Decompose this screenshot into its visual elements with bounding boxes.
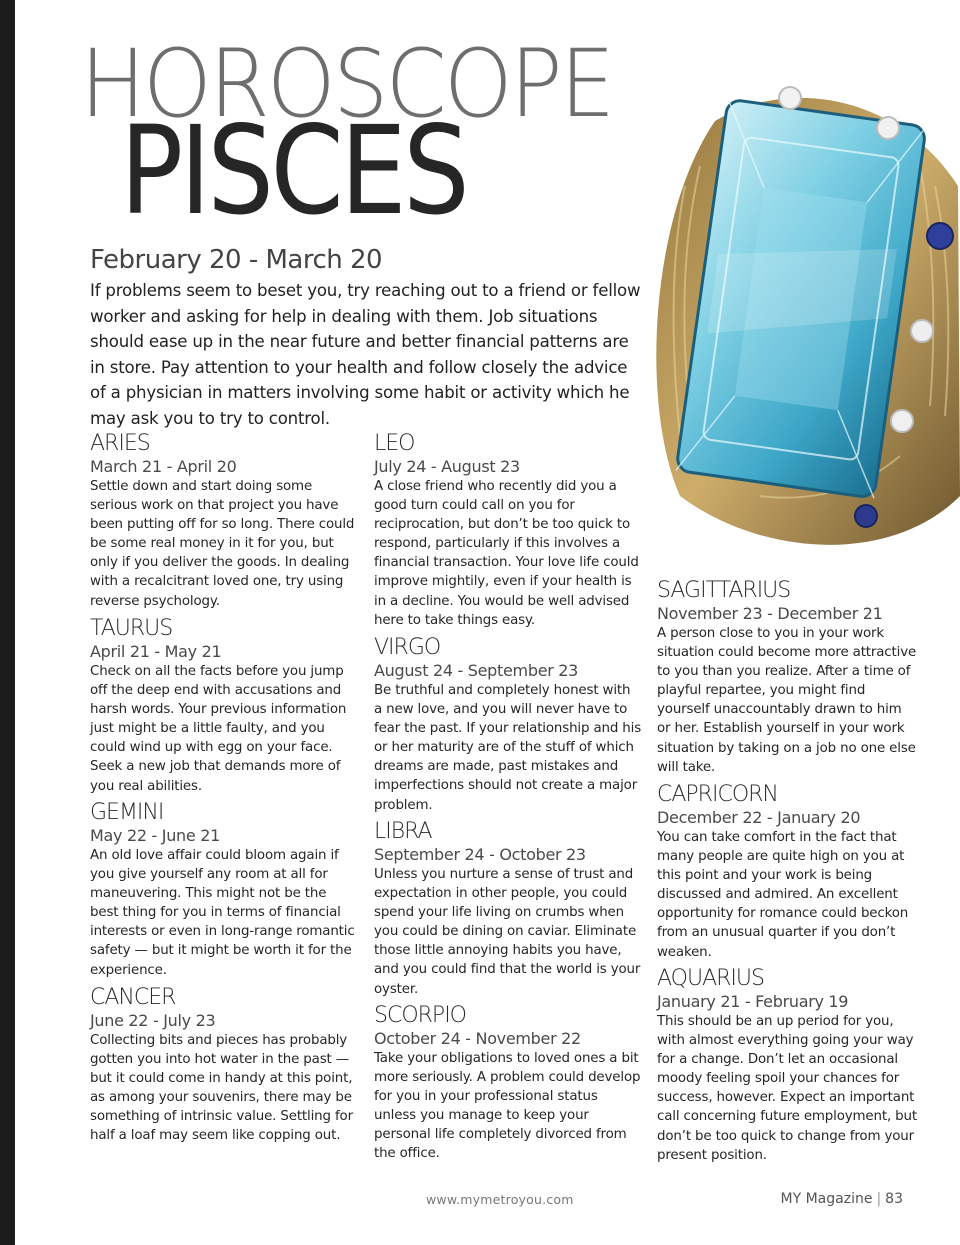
page-number: 83 (885, 1191, 903, 1207)
sign-text: Unless you nurture a sense of trust and expectation in other people, you could spend your life living on crumbs when you could be dining on caviar. Eliminate those little annoying habits you have, and you could find that the world is your oyster. (374, 867, 641, 997)
sign-text: Collecting bits and pieces has probably gotten you into hot water in the past — but it could come in handy at this point, as among your souvenirs, there may be something of intrinsic value. Settling for half a loaf may seem like copping out. (90, 1033, 353, 1144)
page-title-sign: PISCES (120, 100, 467, 242)
sign-dates: December 22 - January 20 (657, 808, 861, 827)
sign-text: Be truthful and completely honest with a new love, and you will never have to fear the past. If your relationship and his or her maturity are of the stuff of which dreams are made, past mistakes and imperfections should not create a major problem. (374, 683, 642, 813)
sign-dates: August 24 - September 23 (374, 661, 579, 680)
sign-virgo (374, 635, 642, 815)
aquamarine-ring-image (640, 76, 960, 576)
sign-name: SCORPIO (374, 1003, 466, 1028)
sign-name: SAGITTARIUS (657, 578, 791, 603)
sign-taurus (90, 616, 358, 796)
sign-name: ARIES (90, 431, 150, 456)
sign-text: You can take comfort in the fact that many people are quite high on you at this point and your work is being discussed and admired. An excellent opportunity for romance could beckon from an unusual quarter if you don’t weaken. (657, 830, 909, 960)
sign-name: GEMINI (90, 800, 164, 825)
footer-separator: | (876, 1191, 882, 1207)
footer-magazine (781, 1191, 903, 1207)
sign-libra (374, 819, 642, 999)
sign-dates: January 21 - February 19 (657, 992, 849, 1011)
sign-aquarius (657, 966, 917, 1165)
sign-dates: April 21 - May 21 (90, 642, 222, 661)
magazine-name: MY Magazine (780, 1191, 873, 1207)
sign-name: LIBRA (374, 819, 432, 844)
sign-name: TAURUS (90, 616, 173, 641)
sign-capricorn (657, 782, 917, 962)
sign-text: Check on all the facts before you jump off the deep end with accusations and harsh words. Your previous information just might be a little faulty, and you could wind up with egg on your face. Seek a new job that demands more of you real abilities. (90, 664, 347, 794)
sign-name: AQUARIUS (657, 966, 764, 991)
sign-dates: May 22 - June 21 (90, 826, 220, 845)
featured-intro-text: If problems seem to beset you, try reaching out to a friend or fellow worker and asking for help in dealing with them. Job situations should ease up in the near future and better financial patterns are in store. Pay attention to your health and follow closely the advice of a physician in matters involving some habit or activity which he may ask you to try to control. (90, 281, 641, 428)
sign-text: An old love affair could bloom again if you give yourself any room at all for maneuvering. This might not be the best thing for you in terms of financial interests or even in long-range romantic safety — but it might be worth it for the experience. (90, 848, 355, 978)
sign-sagittarius (657, 578, 917, 777)
page-edge-bar (0, 0, 15, 1245)
sign-text: Take your obligations to loved ones a bit more seriously. A problem could develop for you in your professional status unless you manage to keep your personal life completely divorced from the office. (374, 1051, 641, 1162)
sign-dates: June 22 - July 23 (90, 1011, 216, 1030)
page-title-horoscope: HOROSCOPE (80, 30, 613, 139)
footer-url: www.mymetroyou.com (426, 1192, 574, 1207)
sign-name: VIRGO (374, 635, 441, 660)
sign-text: Settle down and start doing some serious work on that project you have been putting off for so long. There could be some real money in it for you, but only if you deliver the goods. In dealing with a recalcitrant loved one, try using reverse psychology. (90, 479, 355, 609)
sign-name: LEO (374, 431, 415, 456)
sign-dates: October 24 - November 22 (374, 1029, 581, 1048)
sign-aries (90, 431, 358, 611)
sign-text: This should be an up period for you, with almost everything going your way for a change. Don’t let an occasional moody feeling spoil your chances for success, however. Expect an important call concerning future employment, but don’t be too quick to change from your present position. (657, 1014, 917, 1163)
featured-date-range: February 20 - March 20 (90, 245, 383, 275)
sign-dates: September 24 - October 23 (374, 845, 586, 864)
sign-name: CANCER (90, 985, 176, 1010)
sign-dates: November 23 - December 21 (657, 604, 883, 623)
sign-dates: July 24 - August 23 (374, 457, 520, 476)
sign-cancer (90, 985, 358, 1146)
sign-text: A person close to you in your work situation could become more attractive to you than you realize. After a time of playful repartee, you might find yourself unaccountably drawn to him or her. Establish yourself in your work situation by taking on a job no one else will take. (657, 626, 917, 775)
sign-scorpio (374, 1003, 642, 1164)
sign-text: A close friend who recently did you a good turn could call on you for reciprocation, but don’t be too quick to respond, particularly if this involves a financial transaction. Your love life could improve mightily, even if your health is in a decline. You would be well advised here to take things easy. (374, 479, 639, 628)
sign-leo (374, 431, 642, 630)
sign-name: CAPRICORN (657, 782, 778, 807)
sign-dates: March 21 - April 20 (90, 457, 237, 476)
sign-gemini (90, 800, 358, 980)
